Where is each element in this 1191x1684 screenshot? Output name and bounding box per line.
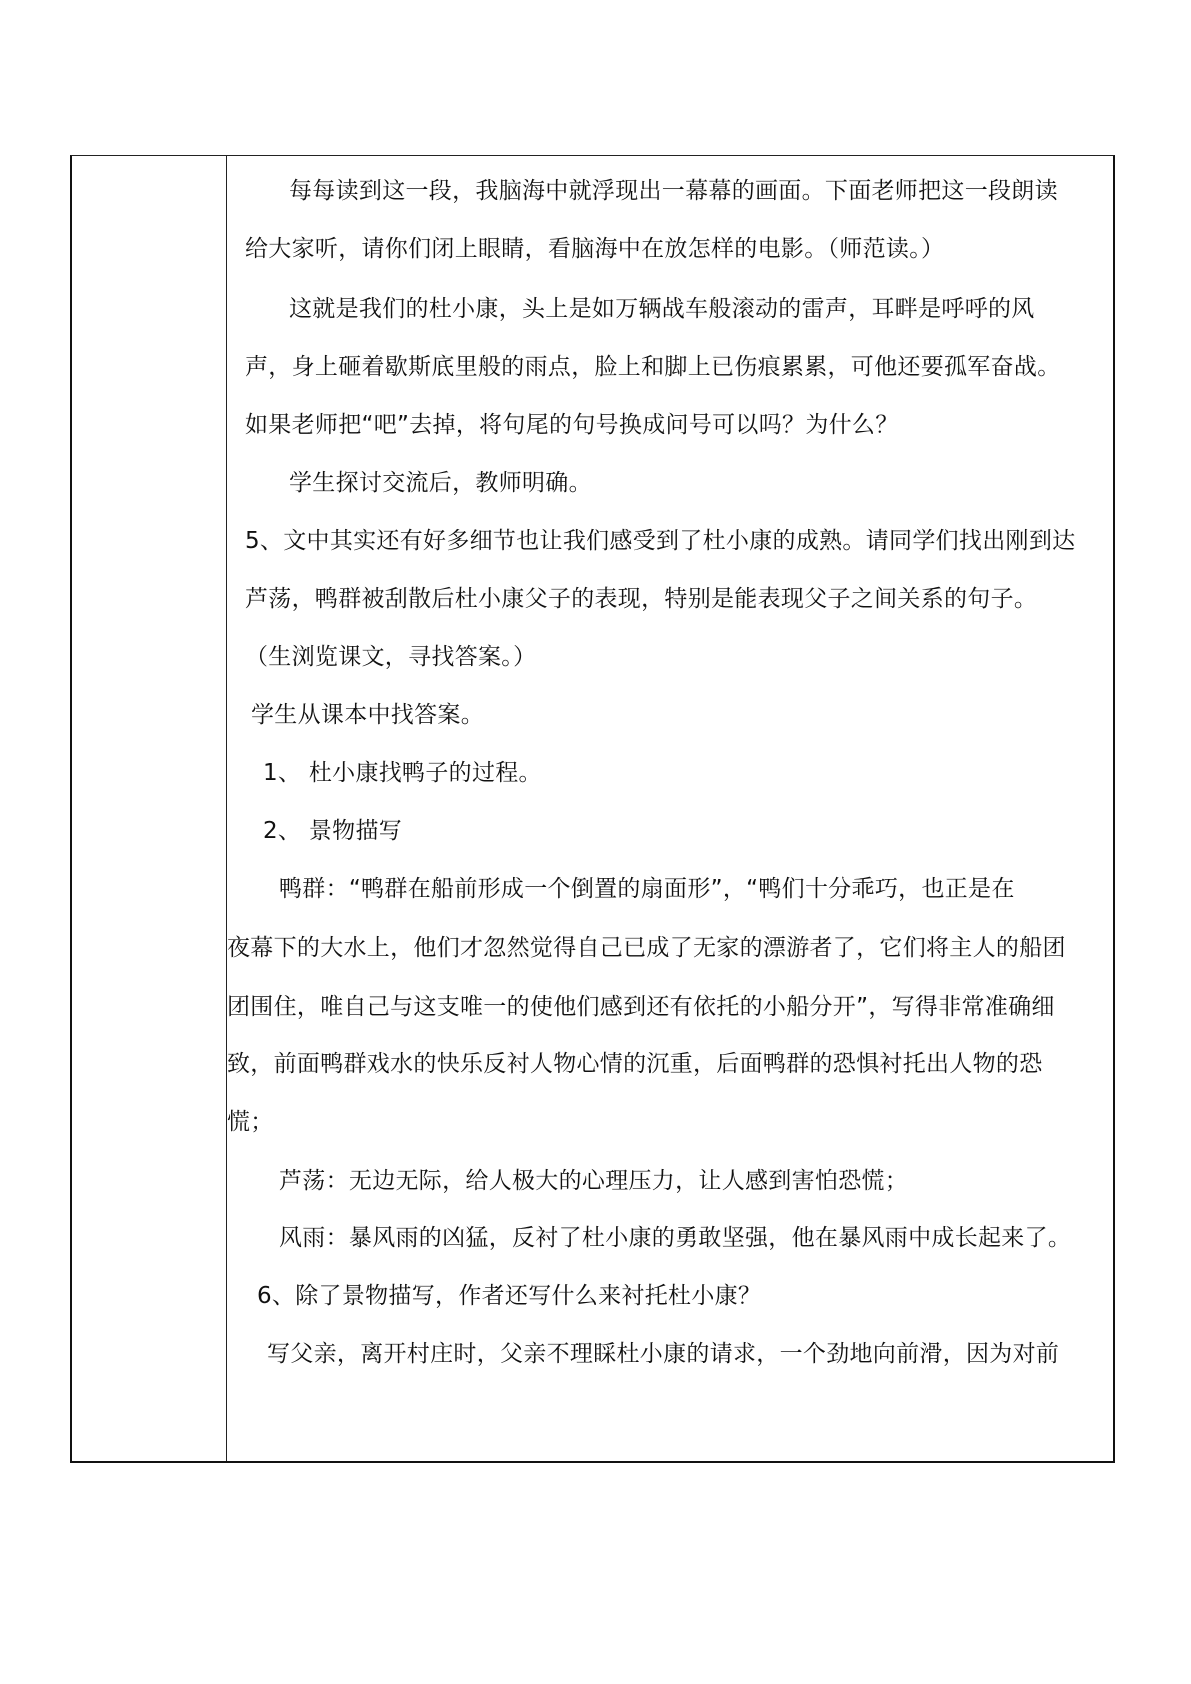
text-line: 芦荡，鸭群被刮散后杜小康父子的表现，特别是能表现父子之间关系的句子。 — [245, 586, 1038, 612]
text-line: 芦荡：无边无际，给人极大的心理压力，让人感到害怕恐慌； — [279, 1168, 909, 1194]
text-line: 声，身上砸着歇斯底里般的雨点，脸上和脚上已伤痕累累，可他还要孤军奋战。 — [245, 354, 1061, 380]
left-column-cell — [72, 156, 227, 1461]
text-line: 这就是我们的杜小康，头上是如万辆战车般滚动的雷声，耳畔是呼呼的风 — [289, 296, 1035, 322]
document-table — [70, 155, 1115, 1463]
text-line: 风雨：暴风雨的凶猛，反衬了杜小康的勇敢坚强，他在暴风雨中成长起来了。 — [279, 1225, 1072, 1251]
text-line: 给大家听，请你们闭上眼睛，看脑海中在放怎样的电影。（师范读。） — [245, 236, 945, 262]
text-line: 如果老师把“吧”去掉，将句尾的句号换成问号可以吗？为什么？ — [245, 412, 899, 438]
text-line: （生浏览课文，寻找答案。） — [245, 644, 537, 670]
text-line: 学生从课本中找答案。 — [251, 702, 484, 728]
text-line: 团围住，唯自己与这支唯一的使他们感到还有依托的小船分开”，写得非常准确细 — [227, 994, 1055, 1020]
text-line: 学生探讨交流后，教师明确。 — [289, 470, 592, 496]
text-line: 1、 杜小康找鸭子的过程。 — [263, 760, 542, 786]
text-line: 致，前面鸭群戏水的快乐反衬人物心情的沉重，后面鸭群的恐惧衬托出人物的恐 — [227, 1051, 1043, 1077]
text-line: 6、除了景物描写，作者还写什么来衬托杜小康？ — [257, 1283, 762, 1309]
text-line: 夜幕下的大水上，他们才忽然觉得自己已成了无家的漂游者了，它们将主人的船团 — [227, 935, 1066, 961]
text-line: 5、文中其实还有好多细节也让我们感受到了杜小康的成熟。请同学们找出刚到达 — [245, 528, 1076, 554]
text-line: 写父亲，离开村庄时，父亲不理睬杜小康的请求，一个劲地向前滑，因为对前 — [267, 1341, 1060, 1367]
text-line: 每每读到这一段，我脑海中就浮现出一幕幕的画面。下面老师把这一段朗读 — [289, 178, 1058, 204]
text-line: 鸭群：“鸭群在船前形成一个倒置的扇面形”，“鸭们十分乖巧，也正是在 — [279, 876, 1015, 902]
content-cell — [227, 156, 1113, 1461]
text-line: 慌； — [227, 1109, 274, 1135]
text-line: 2、 景物描写 — [263, 818, 403, 844]
